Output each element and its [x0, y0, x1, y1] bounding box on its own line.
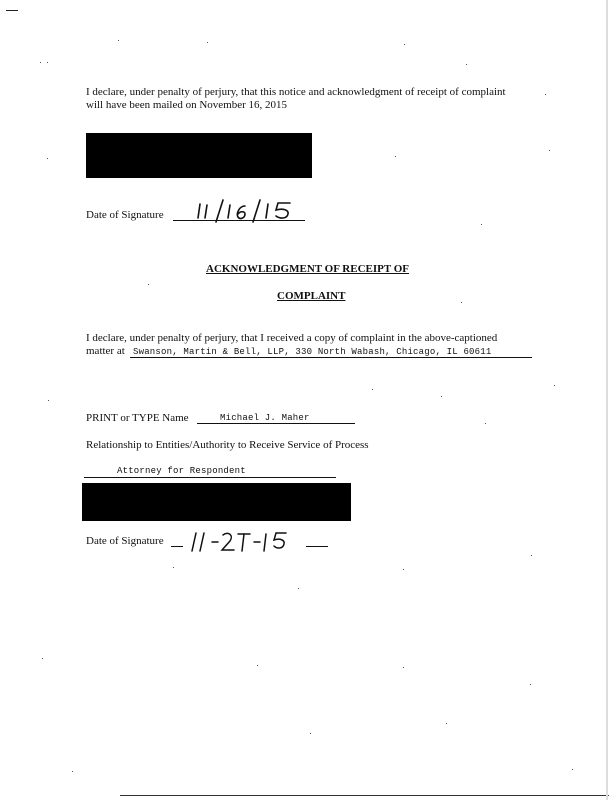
scan-speck — [148, 284, 149, 285]
scan-speck — [173, 567, 174, 568]
handwritten-date-signature-2 — [188, 527, 298, 555]
scan-speck — [554, 385, 555, 386]
heading-line-2: COMPLAINT — [277, 290, 346, 302]
scan-speck — [72, 771, 73, 772]
signature-date-line-2a — [171, 546, 183, 547]
signature-date-line-2b — [306, 546, 328, 547]
scan-speck — [446, 723, 447, 724]
scan-speck — [403, 667, 404, 668]
address-underline — [130, 357, 532, 358]
scan-speck — [545, 94, 546, 95]
scan-speck — [298, 588, 299, 589]
declaration-line-2: will have been mailed on November 16, 2015 — [86, 99, 288, 111]
receipt-declaration-prefix: matter at — [86, 345, 125, 357]
scan-speck — [549, 150, 550, 151]
print-name-value: Michael J. Maher — [220, 413, 310, 423]
scan-right-edge — [606, 0, 608, 800]
scan-speck — [485, 423, 486, 424]
relationship-value: Attorney for Respondent — [117, 466, 246, 476]
scan-speck — [403, 569, 404, 570]
declaration-line-1: I declare, under penalty of perjury, that this notice and acknowledgment of receipt of complaint — [86, 86, 506, 98]
scan-speck — [572, 769, 573, 770]
scan-speck — [531, 555, 532, 556]
date-of-signature-label: Date of Signature — [86, 209, 164, 221]
scan-speck — [441, 396, 442, 397]
scan-speck — [461, 302, 462, 303]
heading-line-1: ACKNOWLEDGMENT OF RECEIPT OF — [206, 263, 410, 275]
relationship-label: Relationship to Entities/Authority to Receive Service of Process — [86, 439, 369, 451]
scan-speck — [466, 64, 467, 65]
scan-speck — [118, 40, 119, 41]
scan-speck — [257, 665, 258, 666]
relationship-line — [84, 477, 336, 478]
handwritten-date-signature — [190, 196, 310, 226]
service-address: Swanson, Martin & Bell, LLP, 330 North Wabash, Chicago, IL 60611 — [133, 347, 492, 357]
scan-speck — [48, 400, 49, 401]
scan-speck — [395, 156, 396, 157]
scan-bottom-edge — [120, 795, 609, 796]
scan-speck — [372, 389, 373, 390]
scan-speck — [40, 62, 41, 63]
redacted-signature-block-2 — [82, 483, 351, 521]
scan-speck — [42, 658, 43, 659]
scan-speck — [481, 224, 482, 225]
scan-speck — [47, 158, 48, 159]
print-name-label: PRINT or TYPE Name — [86, 412, 189, 424]
scan-speck — [404, 44, 405, 45]
receipt-declaration-line-1: I declare, under penalty of perjury, that I received a copy of complaint in the above-captioned — [86, 332, 498, 344]
redacted-signature-block — [86, 133, 312, 178]
scan-speck — [47, 62, 48, 63]
scan-speck — [530, 684, 531, 685]
date-of-signature-label-2: Date of Signature — [86, 535, 164, 547]
scan-speck — [207, 42, 208, 43]
corner-mark — [6, 10, 18, 11]
scan-speck — [310, 733, 311, 734]
